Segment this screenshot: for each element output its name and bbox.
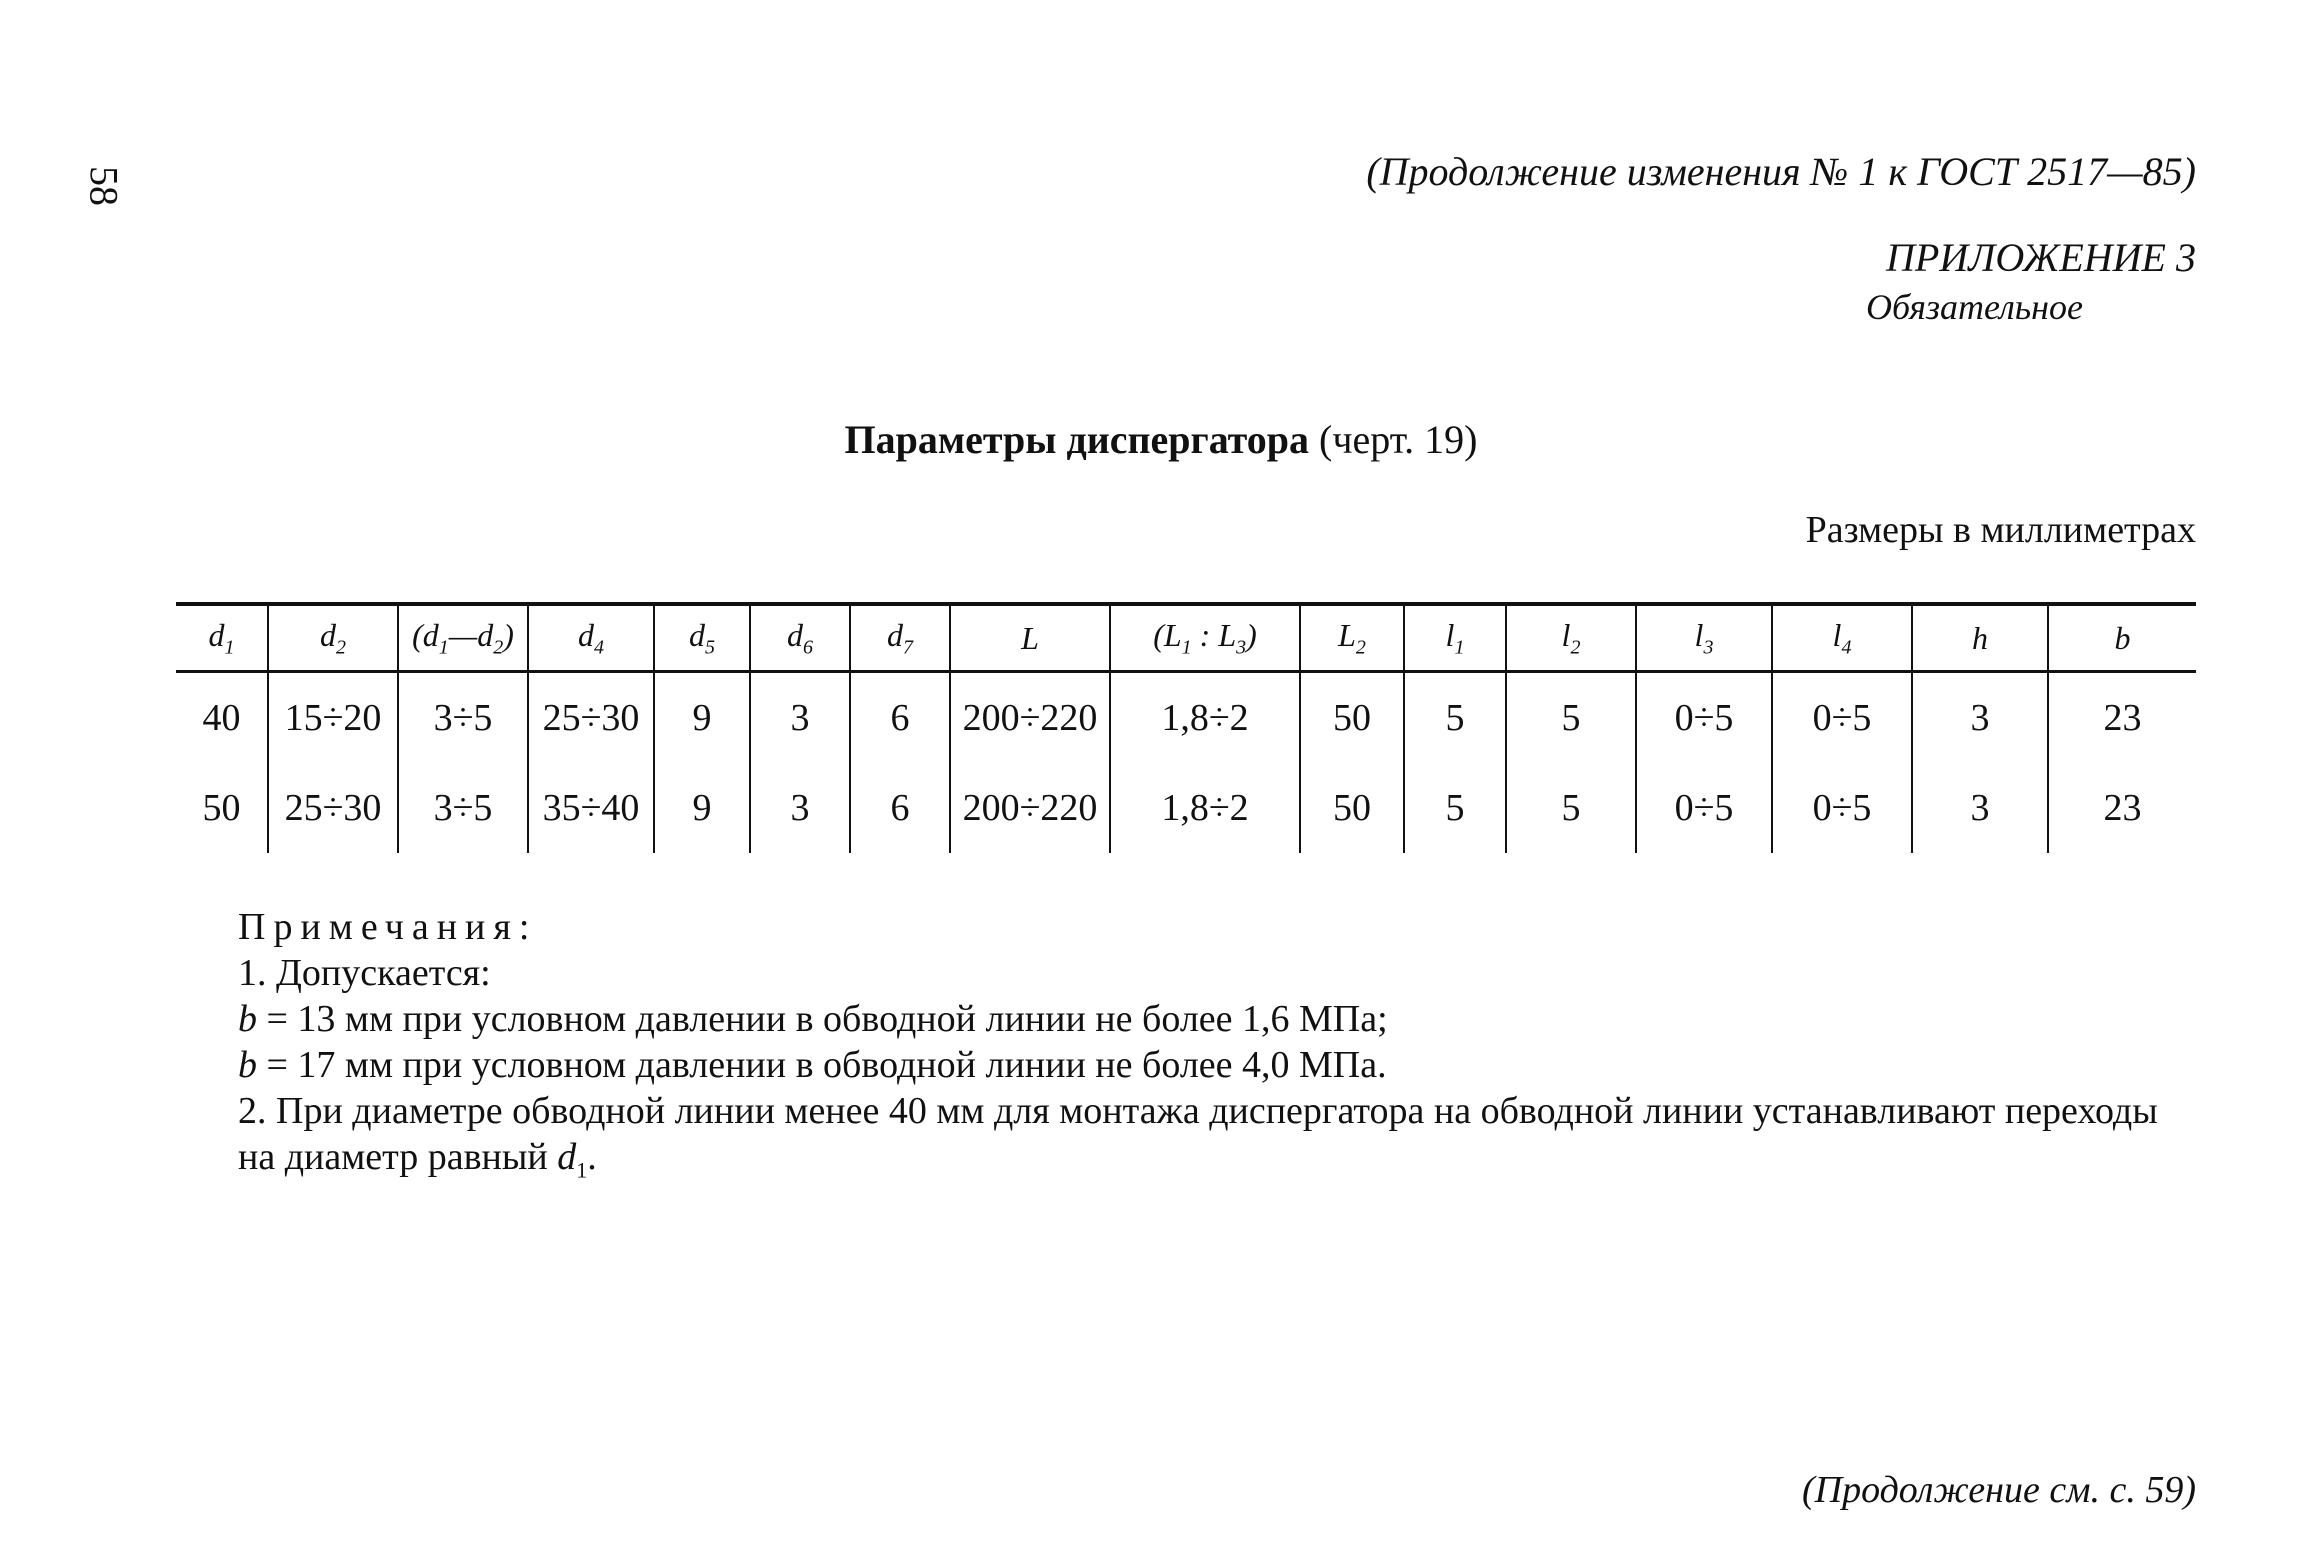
table-cell: 1,8÷2 — [1110, 763, 1300, 853]
table-header-cell — [528, 604, 654, 672]
header-subscript: 4 — [1841, 636, 1852, 659]
notes — [176, 904, 2196, 1194]
table-cell: 3 — [1912, 672, 2048, 764]
table-title-bold: Параметры диспергатора — [844, 417, 1310, 462]
header-subscript: 4 — [594, 636, 604, 659]
header-symbol: L — [1338, 616, 1356, 653]
table-cell: 0÷5 — [1636, 763, 1772, 853]
header-symbol: (L — [1153, 616, 1182, 653]
table-cell: 3 — [1912, 763, 2048, 853]
header-symbol: d — [578, 616, 594, 653]
table-cell: 25÷30 — [528, 672, 654, 764]
table-row — [176, 672, 2196, 764]
table-cell: 35÷40 — [528, 763, 654, 853]
table-header-cell — [268, 604, 398, 672]
table-cell: 50 — [1300, 763, 1404, 853]
table-header-cell — [2048, 604, 2196, 672]
header-symbol: ) — [503, 616, 514, 653]
header-subscript: 1 — [1181, 636, 1192, 659]
header-symbol: l — [1561, 616, 1571, 653]
table-header-cell — [398, 604, 528, 672]
table-cell: 3 — [750, 672, 850, 764]
header-subscript: 1 — [224, 636, 235, 659]
table-cell: 23 — [2048, 672, 2196, 764]
note-b17-var: b — [238, 1044, 257, 1086]
header-subscript: 7 — [903, 636, 913, 659]
note-b13-text: = 13 мм при условном давлении в обводной линии не более 1,6 МПа; — [257, 998, 1388, 1040]
header-subscript: 3 — [1703, 636, 1714, 659]
table-header-cell — [1404, 604, 1506, 672]
header-symbol: l — [1832, 616, 1842, 653]
table-cell: 1,8÷2 — [1110, 672, 1300, 764]
header-symbol: ) — [1246, 616, 1257, 653]
header-subscript: 1 — [438, 636, 449, 659]
table-header-row — [176, 604, 2196, 672]
footer-continuation: (Продолжение см. с. 59) — [1801, 1469, 2196, 1511]
table-header-cell — [750, 604, 850, 672]
header-symbol: h — [1972, 619, 1988, 656]
table-body — [176, 672, 2196, 854]
table-cell: 9 — [654, 672, 750, 764]
table-cell: 0÷5 — [1772, 763, 1912, 853]
header-subscript: 2 — [1355, 636, 1366, 659]
table-cell: 3÷5 — [398, 672, 528, 764]
note-item-1: 1. Допускается: — [238, 952, 491, 994]
note-b17-text: = 17 мм при условном давлении в обводной линии не более 4,0 МПа. — [257, 1044, 1387, 1086]
table-header-cell — [1300, 604, 1404, 672]
table-cell: 5 — [1404, 672, 1506, 764]
table-header-cell — [850, 604, 950, 672]
table-cell: 15÷20 — [268, 672, 398, 764]
note-item-2-text: 2. При диаметре обводной линии менее 40 мм для монтажа диспергатора на обводной линии устанавливают переходы на диаметр равный — [238, 1090, 2158, 1178]
header-symbol: d — [320, 616, 336, 653]
header-subscript: 5 — [705, 636, 715, 659]
header-symbol: : L — [1191, 616, 1237, 653]
table-cell: 3 — [750, 763, 850, 853]
header-subscript: 2 — [1570, 636, 1581, 659]
table-header-cell — [1636, 604, 1772, 672]
table-cell: 5 — [1506, 763, 1636, 853]
header-symbol: l — [1445, 616, 1455, 653]
header-subscript: 1 — [1454, 636, 1465, 659]
notes-heading: Примечания: — [238, 906, 538, 948]
header-symbol: —d — [448, 616, 494, 653]
table-header-cell — [1110, 604, 1300, 672]
header-symbol: b — [2114, 619, 2131, 656]
table-header-cell — [950, 604, 1110, 672]
parameters-table — [176, 602, 2196, 853]
header-subscript: 6 — [803, 636, 813, 659]
note-b13-var: b — [238, 998, 257, 1040]
header-symbol: d — [208, 616, 225, 653]
note-item-2 — [176, 1088, 2196, 1194]
table-header-cell — [654, 604, 750, 672]
table-header-cell — [1912, 604, 2048, 672]
table-cell: 25÷30 — [268, 763, 398, 853]
table-cell: 6 — [850, 763, 950, 853]
header-symbol: d — [887, 616, 903, 653]
appendix-status: Обязательное — [1866, 287, 2083, 327]
table-header-cell — [176, 604, 268, 672]
table-cell: 0÷5 — [1636, 672, 1772, 764]
page-number: 58 — [81, 166, 127, 206]
continuation-header: (Продолжение изменения № 1 к ГОСТ 2517—85) — [1366, 149, 2196, 194]
table-cell: 5 — [1506, 672, 1636, 764]
table-header-cell — [1506, 604, 1636, 672]
header-symbol: d — [787, 616, 803, 653]
header-subscript: 2 — [493, 636, 504, 659]
table-title-ref: (черт. 19) — [1309, 417, 1478, 462]
header-symbol: l — [1694, 616, 1704, 653]
table-cell: 0÷5 — [1772, 672, 1912, 764]
header-symbol: (d — [412, 616, 439, 653]
table-cell: 9 — [654, 763, 750, 853]
appendix-title: ПРИЛОЖЕНИЕ 3 — [1886, 235, 2196, 280]
table-cell: 3÷5 — [398, 763, 528, 853]
note-b17-line — [176, 1042, 2196, 1088]
header-symbol: L — [1021, 619, 1039, 656]
units-note: Размеры в миллиметрах — [1805, 509, 2196, 551]
table-title — [0, 416, 2322, 463]
table-cell: 5 — [1404, 763, 1506, 853]
table-cell: 200÷220 — [950, 672, 1110, 764]
note-item-2-end: . — [587, 1136, 597, 1178]
header-subscript: 3 — [1236, 636, 1247, 659]
table-cell: 50 — [1300, 672, 1404, 764]
table-cell: 200÷220 — [950, 763, 1110, 853]
table-row — [176, 763, 2196, 853]
table-cell: 40 — [202, 697, 241, 739]
note-item-2-sub: 1 — [576, 1157, 588, 1183]
note-b13-line — [176, 996, 2196, 1042]
table-cell: 23 — [2048, 763, 2196, 853]
table-cell: 50 — [202, 787, 241, 829]
note-item-2-var: d — [557, 1136, 577, 1178]
table-cell: 6 — [850, 672, 950, 764]
header-symbol: d — [689, 616, 705, 653]
header-subscript: 2 — [336, 636, 346, 659]
table-header-cell — [1772, 604, 1912, 672]
